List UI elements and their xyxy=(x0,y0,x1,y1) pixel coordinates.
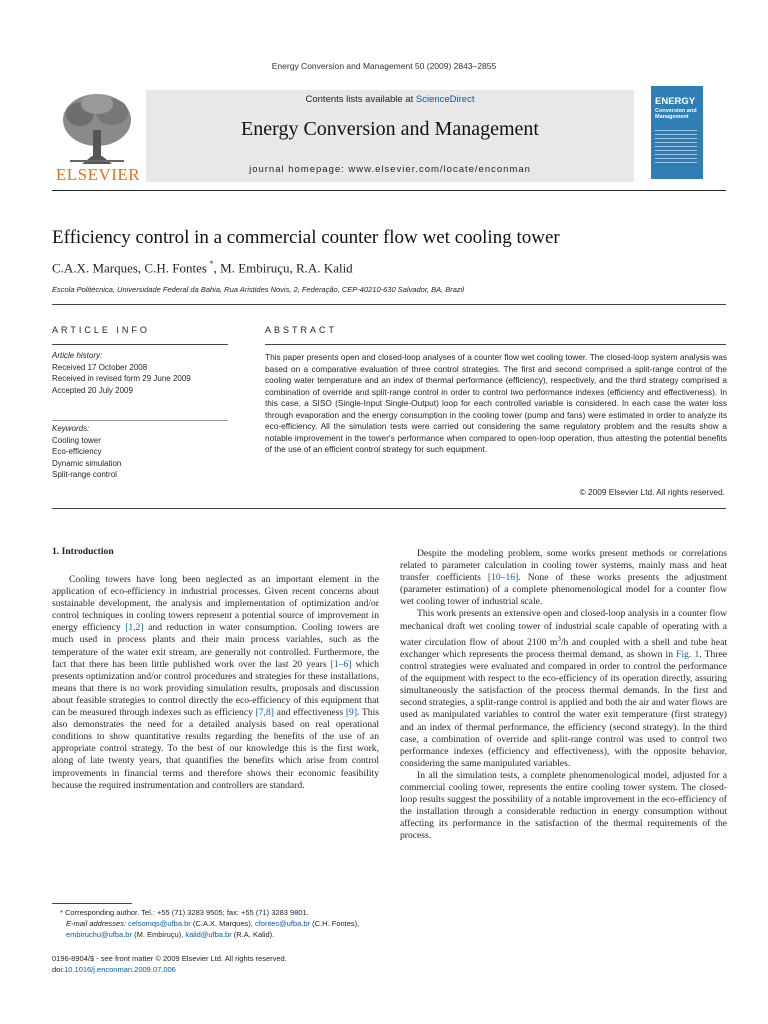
abstract-heading: ABSTRACT xyxy=(265,325,338,335)
text-run: This work presents an extensive open and closed-loop analysis in a counter flow mechanical draft wet cooling tower of industrial scale capable of operating with a water circulation flow of about 2100 m xyxy=(400,608,727,648)
paper-title: Efficiency control in a commercial counter flow wet cooling tower xyxy=(52,227,560,248)
affiliation-rule xyxy=(52,304,726,305)
email-link[interactable]: cfontes@ufba.br xyxy=(254,919,311,928)
keyword-item: Dynamic simulation xyxy=(52,458,122,468)
journal-homepage xyxy=(146,164,634,175)
keyword-item: Split-range control xyxy=(52,470,117,479)
email-addresses xyxy=(52,918,382,940)
issn-line: 0196-8904/$ - see front matter © 2009 Elsevier Ltd. All rights reserved. xyxy=(52,954,287,963)
intro-paragraph-2 xyxy=(400,548,727,608)
keywords-label: Keywords: xyxy=(52,424,90,433)
keyword-item: Eco-efficiency xyxy=(52,447,102,456)
intro-paragraph-1 xyxy=(52,574,379,792)
history-received: Received 17 October 2008 xyxy=(52,362,148,372)
citation-link[interactable]: [1–6] xyxy=(330,658,352,670)
email-owner: (M. Embiruçu), xyxy=(131,930,186,939)
intro-paragraph-4: In all the simulation tests, a complete phenomenological model, adjusted for a commercial cooling tower, represents the entire cooling tower system. The closed-loop results suggest the possibility of a notable improvement in the eco-efficiency of the installation through a considerable reduction in energy consumption without affecting its performance in the satisfaction of the thermal requirements of the process. xyxy=(400,769,727,842)
doi-label: doi: xyxy=(52,965,65,974)
cover-title: ENERGY xyxy=(655,96,696,107)
journal-title: Energy Conversion and Management xyxy=(241,118,539,140)
right-column xyxy=(400,548,727,842)
citation-link[interactable]: [10–16] xyxy=(487,572,519,584)
text-run: . This also demonstrates the need for a detailed analysis based on real operational conditions to show quantitative results regarding the benefits of the use of an appropriate control strategy. To the best of our knowledge this is the first work, along of late twenty years, that quantifies the benefits which arise from control improvements in financial terms and therefore shows their economic feasibility because the required instrumentation and controllers are standard. xyxy=(52,707,379,791)
article-info-heading: ARTICLE INFO xyxy=(52,325,150,335)
journal-reference: Energy Conversion and Management 50 (2009) 2843–2855 xyxy=(271,61,497,71)
doi-link[interactable]: 10.1016/j.enconman.2009.07.006 xyxy=(64,965,176,974)
journal-cover-image xyxy=(651,86,703,179)
text-run: Cooling towers have long been neglected as an important element in the application of eco-efficiency in industrial processes. Given recent concerns about sustainable development, the analysis and implementation of optimization and/or control techniques in cooling towers represent a potential source of improvement in energy efficiency xyxy=(52,574,379,634)
authors-part2: , M. Embiruçu, R.A. Kalid xyxy=(213,260,353,276)
abstract-rule xyxy=(265,344,726,345)
text-run: . None of these works presents the adjustment (parameter estimation) of a complete phenomenological model for a counter flow wet cooling tower of industrial scale. xyxy=(400,572,727,608)
doi-line xyxy=(52,964,287,975)
issn-block xyxy=(52,953,287,975)
email-link[interactable]: celsomqs@ufba.br xyxy=(128,919,191,928)
cover-text-lines xyxy=(655,130,697,166)
left-column xyxy=(52,574,379,792)
corresponding-author: * Corresponding author. Tel.: +55 (71) 3283 9505; fax: +55 (71) 3283 9801. xyxy=(60,908,309,917)
text-run: /h and coupled with a shell and tube heat exchanger which represents the process thermal demand, as shown in xyxy=(400,636,728,660)
header-rule xyxy=(52,190,726,191)
keywords-block xyxy=(52,423,232,481)
cover-subtitle: Conversion and Management xyxy=(655,108,697,120)
elsevier-wordmark: ELSEVIER xyxy=(55,165,141,184)
section-heading-introduction: 1. Introduction xyxy=(52,546,114,557)
contents-prefix: Contents lists available at xyxy=(305,94,416,105)
homepage-link[interactable]: www.elsevier.com/locate/enconman xyxy=(348,164,531,175)
corresponding-mark[interactable]: * xyxy=(206,259,214,269)
corresponding-footnote xyxy=(52,907,382,940)
abstract-bottom-rule xyxy=(52,508,726,509)
history-revised: Received in revised form 29 June 2009 xyxy=(52,374,191,383)
email-owner: (C.H. Fontes), xyxy=(310,919,360,928)
text-run: Despite the modeling problem, some works present methods or correlations related to parameter calculation in cooling tower systems, mainly mass and heat transfer coefficients xyxy=(400,548,727,584)
abstract-copyright: © 2009 Elsevier Ltd. All rights reserved. xyxy=(579,487,725,497)
sciencedirect-link[interactable]: ScienceDirect xyxy=(415,94,475,105)
figure-link[interactable]: Fig. 1 xyxy=(676,648,700,660)
article-history xyxy=(52,350,232,396)
text-run: and reduction in water consumption. Cooling towers are much used in process plants and their main process variables, such as the temperature of the water exit stream, are generally not controlled. Furthermore, the fact that there has been little published work over the last 20 years xyxy=(52,622,379,670)
email-owner: (R.A. Kalid). xyxy=(231,930,275,939)
authors-part1: C.A.X. Marques, C.H. Fontes xyxy=(52,260,207,276)
intro-paragraph-3 xyxy=(400,608,727,769)
email-link[interactable]: kalid@ufba.br xyxy=(185,930,232,939)
email-label: E-mail addresses: xyxy=(66,919,129,928)
affiliation: Escola Politécnica, Universidade Federal da Bahia, Rua Aristides Novis, 2, Federação, CEP-40210-630 Salvador, BA, Brazil xyxy=(52,285,465,294)
superscript: 3 xyxy=(557,634,561,643)
text-run: and effectiveness xyxy=(273,707,346,719)
citation-link[interactable]: [1,2] xyxy=(125,622,144,634)
history-accepted: Accepted 20 July 2009 xyxy=(52,385,133,395)
history-label: Article history: xyxy=(52,351,103,360)
keyword-item: Cooling tower xyxy=(52,435,101,445)
text-run: . Three control strategies were evaluated and compared in order to control the performance of the equipment with respect to the eco-efficiency of its operation directly, assuring simultaneously the satisfaction of the process thermal demands. In the first and second strategies, a split-range control is applied and both the air and water flows are used as manipulated variables to control the water exit temperature (first strategy) and an index of thermal performance, the efficiency (second strategy). In the third case, a combination of override and split-range control was used to control two performance indexes (efficiency and effectiveness), with the opposite behavior, considering the same manipulated variables. xyxy=(400,648,727,769)
keywords-rule xyxy=(52,420,228,421)
footnote-rule xyxy=(52,903,132,904)
author-list xyxy=(52,259,353,276)
text-run: which presents optimization and/or control procedures and strategies for these installations, means that there is no work providing simulation results, proposals and discussion about feasible strategies to control directly the eco-efficiency of this equipment that can be measured through indexes such as efficiency xyxy=(52,658,379,719)
citation-link[interactable]: [9] xyxy=(345,707,358,719)
article-info-rule xyxy=(52,344,228,345)
homepage-label: journal homepage: xyxy=(249,164,349,175)
contents-line xyxy=(146,94,634,105)
citation-link[interactable]: [7,8] xyxy=(255,707,274,719)
email-link[interactable]: embiruchu@ufba.br xyxy=(66,930,132,939)
email-owner: (C.A.X. Marques), xyxy=(190,919,255,928)
abstract-text: This paper presents open and closed-loop analyses of a counter flow wet cooling tower. The closed-loop system analysis was based on a comparative evaluation of three control strategies. The first and second comprised a split-range control of the cooling water temperature and an index of thermal performance (efficiency), respectively, and the third strategy comprised a combination of override and split-range control in order to control two performance indexes (efficiency and effectiveness). In this case, a SISO (Single-Input Single-Output) loop for each controlled variable is considered. In each case the water loss through evaporation and the energy consumption in the cooling tower (pump and fans) were estimated in order to analyze its eco-efficiency. All the simulation tests were carried out considering the same regulatory problem and the results show a notable improvement in the tower's performance when compared to open-loop operation, thus attesting the potential benefits of the use of an efficient control strategy for such equipment. xyxy=(265,352,727,454)
